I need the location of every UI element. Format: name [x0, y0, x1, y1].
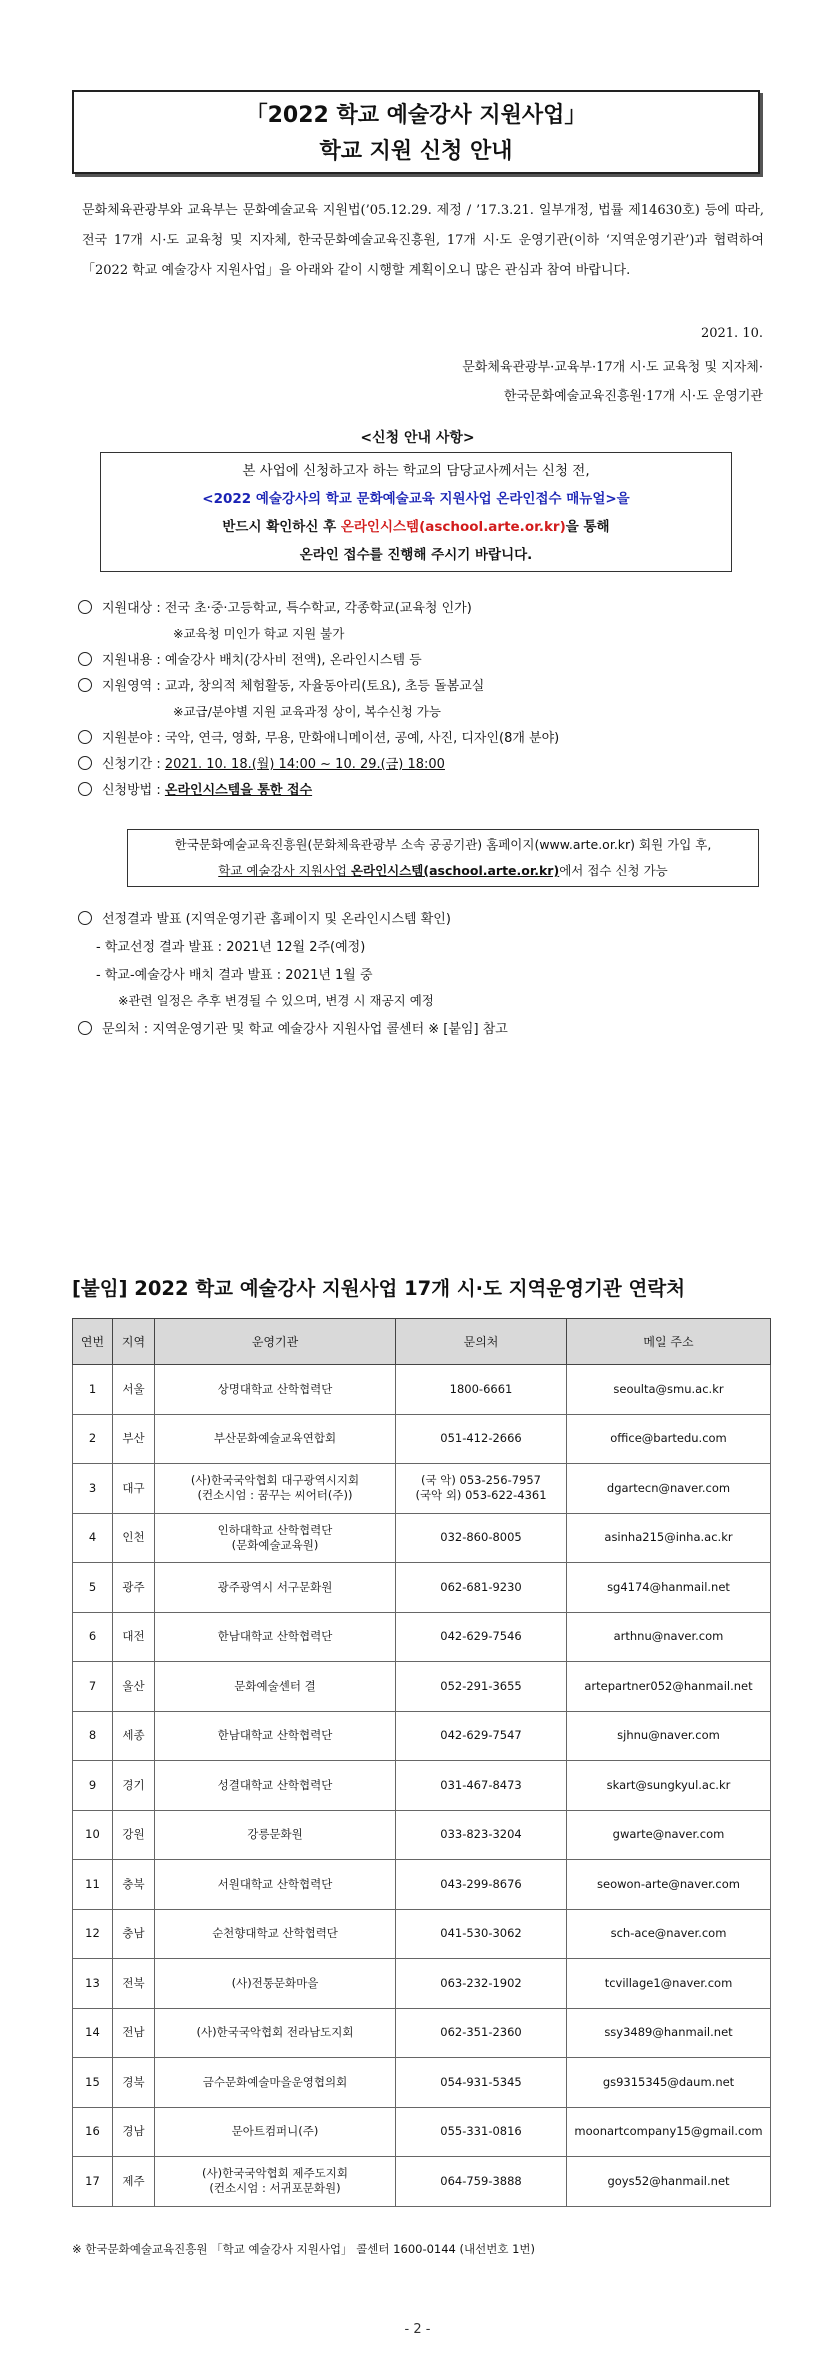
cell-org: [155, 1909, 396, 1959]
item-period: 신청기간 : 2021. 10. 18.(월) 14:00 ~ 10. 29.(금) 18:00: [78, 753, 445, 772]
row-org: (사)한국국악협회 대구광역시지회: [190, 1473, 360, 1488]
cell-region: [113, 1810, 155, 1860]
cell-org: [155, 1464, 396, 1514]
row-org: 강릉문화원: [247, 1827, 303, 1842]
row-phone: 054-931-5345: [440, 2074, 522, 2089]
row-no: 6: [88, 1629, 97, 1644]
cell-region: [113, 1662, 155, 1712]
cell-no: [73, 1909, 113, 1959]
cell-region: [113, 2157, 155, 2207]
cell-region: [113, 1711, 155, 1761]
circle-bullet-icon: [78, 678, 92, 692]
row-email[interactable]: ssy3489@hanmail.net: [604, 2025, 733, 2040]
row-email[interactable]: sjhnu@naver.com: [617, 1728, 720, 1743]
row-phone: 051-412-2666: [440, 1431, 522, 1446]
cell-phone: [396, 1662, 567, 1712]
signatory-line-2: 한국문화예술교육진흥원·17개 시·도 운영기관: [503, 389, 763, 404]
cell-phone: [396, 1711, 567, 1761]
cell-phone: [396, 1563, 567, 1613]
row-no: 5: [88, 1579, 97, 1594]
cell-email: [567, 1612, 771, 1662]
row-no: 17: [85, 2173, 100, 2188]
circle-bullet-icon: [78, 1021, 92, 1035]
method-value: 온라인시스템을 통한 접수: [164, 783, 313, 798]
cell-region: [113, 2107, 155, 2157]
table-row: [73, 1711, 771, 1761]
row-org: 서원대학교 산학협력단: [217, 1876, 333, 1891]
row-no: 15: [85, 2074, 100, 2089]
header-org: 운영기관: [155, 1319, 396, 1365]
row-region: 경기: [122, 1777, 145, 1792]
cell-email: [567, 1860, 771, 1910]
row-email[interactable]: sg4174@hanmail.net: [607, 1579, 730, 1594]
item-result: 선정결과 발표 (지역운영기관 홈페이지 및 온라인시스템 확인): [78, 908, 451, 927]
cell-phone: [396, 1464, 567, 1514]
row-no: 3: [88, 1480, 97, 1495]
cell-phone: [396, 1959, 567, 2009]
row-region: 광주: [122, 1579, 145, 1594]
system-link-2[interactable]: 온라인시스템(aschool.arte.or.kr): [350, 863, 560, 878]
row-region: 세종: [122, 1728, 145, 1743]
item-content: 지원내용 : 예술강사 배치(강사비 전액), 온라인시스템 등: [78, 649, 422, 668]
cell-org: [155, 2157, 396, 2207]
row-region: 울산: [122, 1678, 145, 1693]
table-row: [73, 1464, 771, 1514]
item-method: 신청방법 : 온라인시스템을 통한 접수: [78, 779, 312, 798]
row-org: 순천향대학교 산학협력단: [212, 1926, 338, 1941]
title-line-2: 학교 지원 신청 안내: [319, 139, 513, 164]
cell-no: [73, 1414, 113, 1464]
item-result-2: - 학교-예술강사 배치 결과 발표 : 2021년 1월 중: [96, 968, 373, 983]
row-region: 인천: [122, 1530, 145, 1545]
row-phone: 033-823-3204: [440, 1827, 522, 1842]
row-email[interactable]: arthnu@naver.com: [613, 1629, 724, 1644]
table-row: [73, 1414, 771, 1464]
cell-phone: [396, 1365, 567, 1415]
cell-email: [567, 1909, 771, 1959]
circle-bullet-icon: [78, 756, 92, 770]
row-phone: 062-351-2360: [440, 2025, 522, 2040]
row-email[interactable]: artepartner052@hanmail.net: [584, 1678, 753, 1693]
row-region: 서울: [122, 1381, 145, 1396]
row-org: 부산문화예술교육연합회: [213, 1431, 337, 1446]
notice-line-3c: 을 통해: [565, 519, 610, 535]
cell-no: [73, 2157, 113, 2207]
cell-no: [73, 1662, 113, 1712]
table-row: [73, 1563, 771, 1613]
header-email: 메일 주소: [567, 1319, 771, 1365]
circle-bullet-icon: [78, 600, 92, 614]
row-email[interactable]: office@bartedu.com: [610, 1431, 727, 1446]
cell-phone: [396, 2058, 567, 2108]
notice-line-3a: 반드시 확인하신 후: [222, 519, 341, 535]
table-row: [73, 2157, 771, 2207]
item-result-1: - 학교선정 결과 발표 : 2021년 12월 2주(예정): [96, 940, 366, 955]
cell-org: [155, 2008, 396, 2058]
cell-no: [73, 2008, 113, 2058]
row-region: 충남: [122, 1926, 145, 1941]
row-region: 부산: [122, 1431, 145, 1446]
row-no: 4: [88, 1530, 97, 1545]
row-no: 14: [85, 2025, 100, 2040]
item-target: 지원대상 : 전국 초·중·고등학교, 특수학교, 각종학교(교육청 인가): [78, 597, 472, 616]
title-box: [72, 90, 760, 174]
cell-phone: [396, 1414, 567, 1464]
cell-region: [113, 1959, 155, 2009]
cell-region: [113, 1464, 155, 1514]
system-link[interactable]: 온라인시스템(aschool.arte.or.kr): [340, 519, 566, 535]
cell-phone: [396, 1513, 567, 1563]
cell-email: [567, 2157, 771, 2207]
row-no: 7: [88, 1678, 97, 1693]
row-email[interactable]: seoulta@smu.ac.kr: [613, 1381, 724, 1396]
notice-box: [100, 452, 732, 572]
item-area-note: ※교급/분야별 지원 교육과정 상이, 복수신청 가능: [173, 704, 441, 719]
cell-phone: [396, 1810, 567, 1860]
period-value: 2021. 10. 18.(월) 14:00 ~ 10. 29.(금) 18:00: [164, 757, 445, 772]
row-no: 8: [88, 1728, 97, 1743]
cell-region: [113, 1612, 155, 1662]
cell-region: [113, 1513, 155, 1563]
item-target-note: ※교육청 미인가 학교 지원 불가: [173, 626, 345, 641]
row-phone: (국 악) 053-256-7957: [421, 1473, 541, 1488]
table-row: [73, 1761, 771, 1811]
circle-bullet-icon: [78, 911, 92, 925]
row-phone: 032-860-8005: [440, 1530, 522, 1545]
table-header-row: [73, 1319, 771, 1365]
row-org-sub: (문화예술교육원): [231, 1537, 319, 1552]
header-no: 연번: [73, 1319, 113, 1365]
table-body: [73, 1365, 771, 2207]
cell-org: [155, 1860, 396, 1910]
notice-line-1: 본 사업에 신청하고자 하는 학교의 담당교사께서는 신청 전,: [242, 463, 590, 479]
row-org: (사)전통문화마을: [231, 1975, 319, 1990]
cell-phone: [396, 1612, 567, 1662]
cell-no: [73, 1761, 113, 1811]
circle-bullet-icon: [78, 652, 92, 666]
contact-table: [72, 1318, 771, 2207]
cell-org: [155, 1662, 396, 1712]
cell-phone: [396, 1761, 567, 1811]
cell-org: [155, 2107, 396, 2157]
cell-no: [73, 1711, 113, 1761]
cell-email: [567, 2008, 771, 2058]
row-phone: 062-681-9230: [440, 1579, 522, 1594]
row-org-sub: (컨소시엄 : 서귀포문화원): [209, 2181, 341, 2196]
cell-email: [567, 1662, 771, 1712]
cell-region: [113, 1909, 155, 1959]
row-org: 광주광역시 서구문화원: [217, 1579, 333, 1594]
cell-email: [567, 2107, 771, 2157]
cell-no: [73, 1513, 113, 1563]
cell-org: [155, 1761, 396, 1811]
table-row: [73, 1612, 771, 1662]
notice-line-2: <2022 예술강사의 학교 문화예술교육 지원사업 온라인접수 매뉴얼>을: [202, 491, 630, 507]
row-region: 전북: [122, 1975, 145, 1990]
table-row: [73, 2107, 771, 2157]
cell-email: [567, 1513, 771, 1563]
cell-no: [73, 1464, 113, 1514]
cell-email: [567, 1810, 771, 1860]
page-number: - 2 -: [404, 2322, 431, 2337]
row-phone: 042-629-7546: [440, 1629, 522, 1644]
cell-phone: [396, 2157, 567, 2207]
row-no: 2: [88, 1431, 97, 1446]
row-org: 한남대학교 산학협력단: [217, 1629, 333, 1644]
row-phone: 064-759-3888: [440, 2173, 522, 2188]
row-org: 문화예술센터 결: [234, 1678, 316, 1693]
row-email[interactable]: tcvillage1@naver.com: [604, 1975, 733, 1990]
cell-no: [73, 1563, 113, 1613]
cell-org: [155, 2058, 396, 2108]
row-org: 상명대학교 산학협력단: [217, 1381, 333, 1396]
cell-no: [73, 1810, 113, 1860]
row-org: (사)한국국악협회 전라남도지회: [196, 2025, 354, 2040]
row-phone: 055-331-0816: [440, 2124, 522, 2139]
cell-no: [73, 1365, 113, 1415]
cell-email: [567, 2058, 771, 2108]
cell-email: [567, 1761, 771, 1811]
title-line-1: 「2022 학교 예술강사 지원사업」: [245, 103, 587, 128]
row-region: 대구: [122, 1480, 145, 1495]
cell-region: [113, 1860, 155, 1910]
row-org: 금수문화예술마을운영협의회: [202, 2074, 348, 2089]
table-row: [73, 1860, 771, 1910]
row-phone: 043-299-8676: [440, 1876, 522, 1891]
signatory-line-1: 문화체육관광부·교육부·17개 시·도 교육청 및 지자체·: [462, 360, 763, 375]
cell-email: [567, 1711, 771, 1761]
cell-email: [567, 1563, 771, 1613]
cell-org: [155, 1513, 396, 1563]
item-contact: 문의처 : 지역운영기관 및 학교 예술강사 지원사업 콜센터 ※ [붙임] 참고: [78, 1018, 508, 1037]
cell-region: [113, 1365, 155, 1415]
cell-org: [155, 1810, 396, 1860]
table-row: [73, 1365, 771, 1415]
footnote: ※ 한국문화예술교육진흥원 「학교 예술강사 지원사업」 콜센터 1600-0144 (내선번호 1번): [72, 2242, 536, 2256]
row-email[interactable]: dgartecn@naver.com: [606, 1480, 731, 1495]
row-region: 경남: [122, 2124, 145, 2139]
table-row: [73, 1959, 771, 2009]
circle-bullet-icon: [78, 730, 92, 744]
row-phone: 042-629-7547: [440, 1728, 522, 1743]
row-email[interactable]: sch-ace@naver.com: [610, 1926, 727, 1941]
table-row: [73, 1810, 771, 1860]
row-no: 13: [85, 1975, 100, 1990]
notice-line-3: [101, 513, 731, 541]
header-region: 지역: [113, 1319, 155, 1365]
table-row: [73, 1909, 771, 1959]
table-row: [73, 1513, 771, 1563]
cell-email: [567, 1959, 771, 2009]
row-region: 충북: [122, 1876, 145, 1891]
table-row: [73, 2008, 771, 2058]
cell-org: [155, 1414, 396, 1464]
circle-bullet-icon: [78, 782, 92, 796]
row-org: 성결대학교 산학협력단: [217, 1777, 333, 1792]
row-org-sub: (컨소시엄 : 꿈꾸는 씨어터(주)): [197, 1488, 353, 1503]
cell-email: [567, 1464, 771, 1514]
row-email[interactable]: gwarte@naver.com: [612, 1827, 725, 1842]
row-region: 강원: [122, 1827, 145, 1842]
cell-phone: [396, 1860, 567, 1910]
row-region: 대전: [122, 1629, 145, 1644]
row-org: (사)한국국악협회 제주도지회: [202, 2166, 348, 2181]
cell-no: [73, 1959, 113, 2009]
cell-region: [113, 2058, 155, 2108]
row-phone: 063-232-1902: [440, 1975, 522, 1990]
row-email[interactable]: goys52@hanmail.net: [607, 2173, 730, 2188]
cell-region: [113, 1761, 155, 1811]
item-result-note: ※관련 일정은 추후 변경될 수 있으며, 변경 시 재공지 예정: [118, 993, 434, 1008]
row-email[interactable]: seowon-arte@naver.com: [597, 1876, 740, 1891]
notice-line-4: 온라인 접수를 진행해 주시기 바랍니다.: [299, 547, 533, 563]
cell-no: [73, 1860, 113, 1910]
row-email[interactable]: moonartcompany15@gmail.com: [574, 2124, 763, 2139]
attachment-title: [붙임] 2022 학교 예술강사 지원사업 17개 시·도 지역운영기관 연락처: [72, 1277, 686, 1300]
row-org: 한남대학교 산학협력단: [217, 1728, 333, 1743]
intro-text: 문화체육관광부와 교육부는 문화예술교육 지원법(’05.12.29. 제정 / ’17.3.21. 일부개정, 법률 제14630호) 등에 따라, 전국 17개 시·도 교육청 및 지자체, 한국문화예술교육진흥원, 17개 시·도 운영기관(이하 ‘지역운영기관’)과 협력하여 「2022 학교 예술강사 지원사업」을 아래와 같이 시행할 계획이오니 많은 관심과 참여 바랍니다.: [82, 203, 764, 278]
row-phone: 052-291-3655: [440, 1678, 522, 1693]
row-no: 9: [88, 1777, 97, 1792]
row-no: 10: [85, 1827, 100, 1842]
cell-phone: [396, 2107, 567, 2157]
notice-heading: <신청 안내 사항>: [360, 430, 475, 446]
row-region: 제주: [122, 2173, 145, 2188]
cell-no: [73, 2107, 113, 2157]
row-phone: 031-467-8473: [440, 1777, 522, 1792]
row-email[interactable]: gs9315345@daum.net: [602, 2074, 735, 2089]
cell-region: [113, 1414, 155, 1464]
row-org: 인하대학교 산학협력단: [217, 1522, 333, 1537]
cell-no: [73, 2058, 113, 2108]
item-area: 지원영역 : 교과, 창의적 체험활동, 자율동아리(토요), 초등 돌봄교실: [78, 675, 484, 694]
row-email[interactable]: asinha215@inha.ac.kr: [604, 1530, 733, 1545]
cell-org: [155, 1711, 396, 1761]
method-box-line-1: 한국문화예술교육진흥원(문화체육관광부 소속 공공기관) 홈페이지(www.arte.or.kr) 회원 가입 후,: [174, 837, 712, 852]
cell-phone: [396, 1909, 567, 1959]
row-no: 11: [85, 1876, 100, 1891]
cell-phone: [396, 2008, 567, 2058]
row-phone: 041-530-3062: [440, 1926, 522, 1941]
row-no: 12: [85, 1926, 100, 1941]
row-phone-sub: (국악 외) 053-622-4361: [415, 1488, 547, 1503]
header-phone: 문의처: [396, 1319, 567, 1365]
cell-region: [113, 1563, 155, 1613]
row-region: 전남: [122, 2025, 145, 2040]
cell-region: [113, 2008, 155, 2058]
cell-org: [155, 1563, 396, 1613]
cell-email: [567, 1414, 771, 1464]
cell-org: [155, 1959, 396, 2009]
row-no: 16: [85, 2124, 100, 2139]
cell-no: [73, 1612, 113, 1662]
row-no: 1: [88, 1381, 97, 1396]
table-row: [73, 1662, 771, 1712]
notice-date: 2021. 10.: [700, 326, 763, 341]
cell-org: [155, 1612, 396, 1662]
method-box-line-2: 학교 예술강사 지원사업 온라인시스템(aschool.arte.or.kr)에서 접수 신청 가능: [218, 863, 668, 878]
cell-org: [155, 1365, 396, 1415]
table-row: [73, 2058, 771, 2108]
row-region: 경북: [122, 2074, 145, 2089]
cell-email: [567, 1365, 771, 1415]
row-phone: 1800-6661: [449, 1381, 513, 1396]
item-field: 지원분야 : 국악, 연극, 영화, 무용, 만화애니메이션, 공예, 사진, 디자인(8개 분야): [78, 727, 559, 746]
row-email[interactable]: skart@sungkyul.ac.kr: [606, 1777, 731, 1792]
intro-paragraph: [82, 196, 764, 286]
method-box: [127, 829, 759, 887]
row-org: 문아트컴퍼니(주): [231, 2124, 319, 2139]
